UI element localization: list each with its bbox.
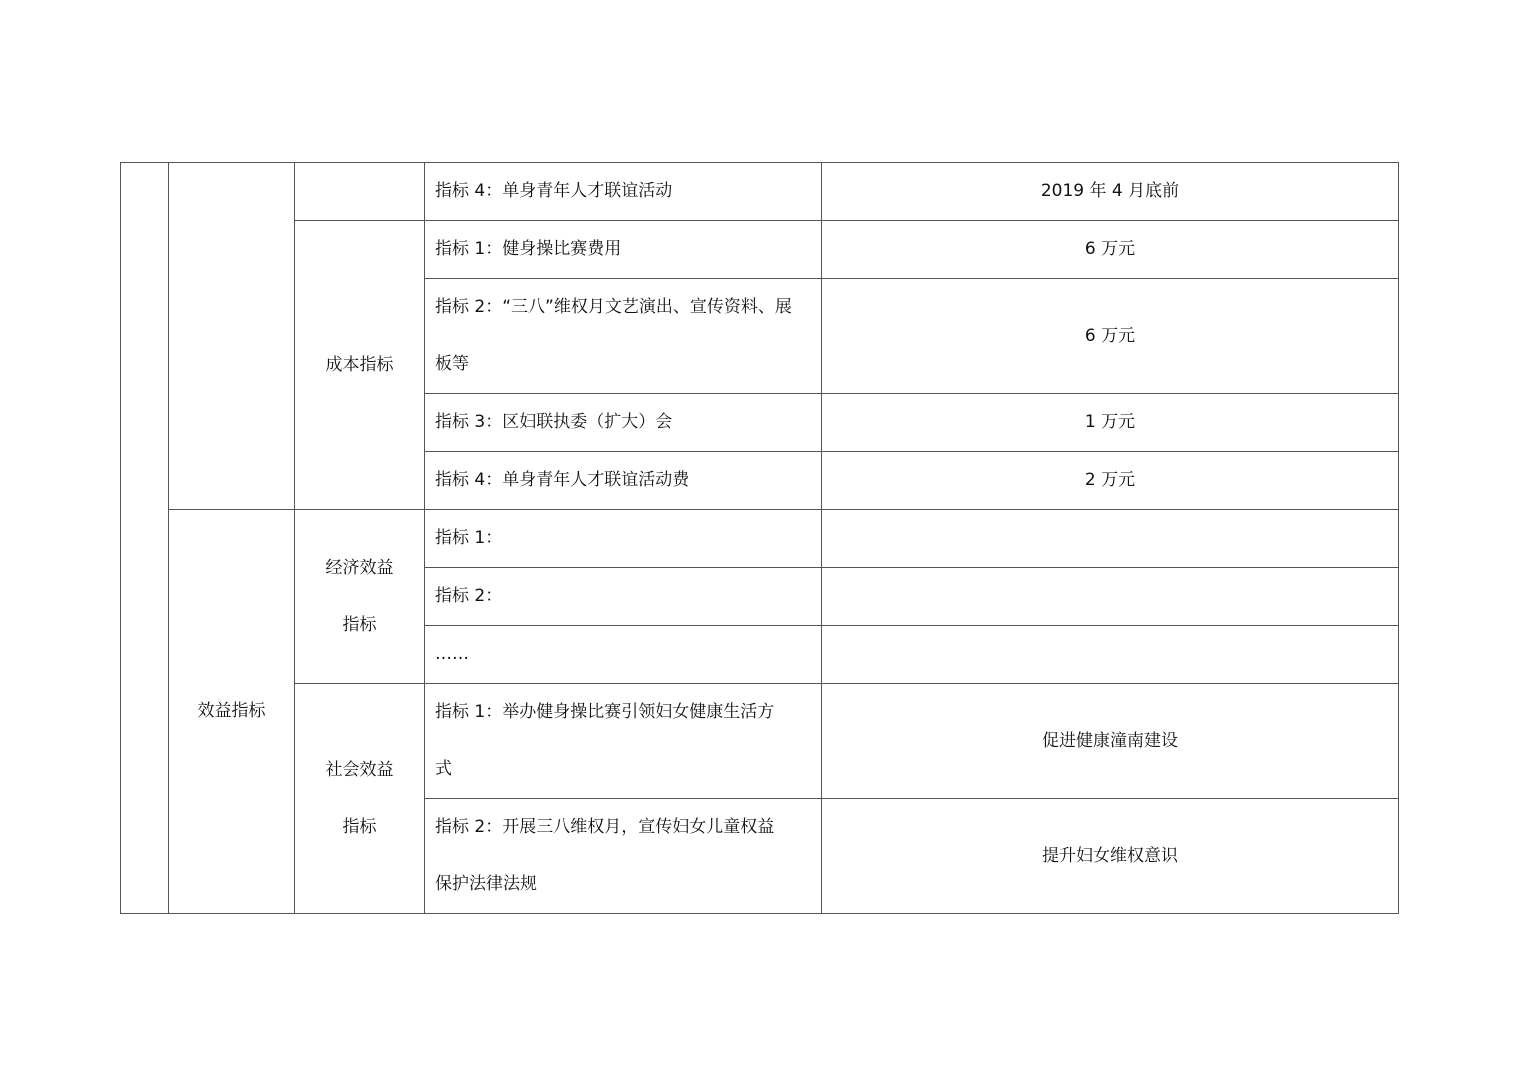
- subgroup-economic-cell: [295, 510, 425, 684]
- indicator-cell: 指标 1：健身操比赛费用: [425, 221, 822, 279]
- value-cell: [822, 510, 1399, 568]
- indicator-line: 保护法律法规: [435, 874, 537, 894]
- value-cell: 6 万元: [822, 221, 1399, 279]
- indicator-line: 指标 2：开展三八维权月，宣传妇女儿童权益: [435, 817, 775, 837]
- indicator-cell: [425, 684, 822, 799]
- subgroup-label-line: 经济效益: [325, 557, 394, 578]
- table-row: [121, 684, 1399, 799]
- value-cell: 1 万元: [822, 394, 1399, 452]
- indicator-line: 板等: [435, 354, 469, 374]
- value-cell: 6 万元: [822, 279, 1399, 394]
- indicator-cell: 指标 2：: [425, 568, 822, 626]
- indicator-line: 指标 1：举办健身操比赛引领妇女健康生活方: [435, 702, 775, 722]
- indicator-cell: 指标 3：区妇联执委（扩大）会: [425, 394, 822, 452]
- value-cell: [822, 626, 1399, 684]
- table-row: [121, 163, 1399, 221]
- subgroup-label-line: 社会效益: [325, 759, 394, 780]
- subgroup-cost-cell: 成本指标: [295, 221, 425, 510]
- blank-subgroup-cell: [295, 163, 425, 221]
- indicator-line: 指标 2：“三八”维权月文艺演出、宣传资料、展: [435, 297, 792, 317]
- subgroup-social-cell: [295, 684, 425, 914]
- table-row: [121, 221, 1399, 279]
- indicator-cell: 指标 4：单身青年人才联谊活动: [425, 163, 822, 221]
- value-cell: 2 万元: [822, 452, 1399, 510]
- value-cell: [822, 568, 1399, 626]
- indicator-cell: [425, 279, 822, 394]
- group-benefit-cell: 效益指标: [169, 510, 295, 914]
- value-cell: 促进健康潼南建设: [822, 684, 1399, 799]
- indicator-cell: 指标 4：单身青年人才联谊活动费: [425, 452, 822, 510]
- blank-outer-column-cell: [121, 163, 169, 914]
- indicator-cell: [425, 799, 822, 914]
- blank-group-cell: [169, 163, 295, 510]
- indicator-line: 式: [435, 759, 452, 779]
- subgroup-label-line: 指标: [342, 816, 377, 837]
- value-cell: 2019 年 4 月底前: [822, 163, 1399, 221]
- indicator-cell: 指标 1：: [425, 510, 822, 568]
- indicator-cell: ……: [425, 626, 822, 684]
- subgroup-label-line: 指标: [342, 614, 377, 635]
- performance-indicator-table: [120, 162, 1399, 914]
- table-row: [121, 510, 1399, 568]
- value-cell: 提升妇女维权意识: [822, 799, 1399, 914]
